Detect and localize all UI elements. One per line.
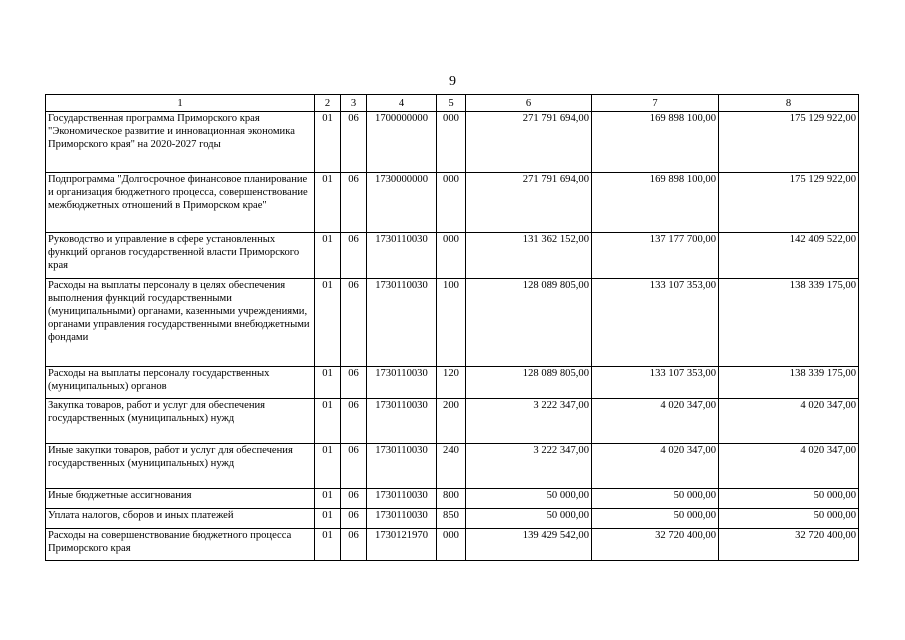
row-expense-type: 000	[437, 173, 466, 233]
table-row	[46, 173, 859, 233]
header-col-5: 5	[437, 95, 466, 112]
row-expense-type: 000	[437, 112, 466, 173]
table-row	[46, 529, 859, 561]
row-name: Расходы на выплаты персоналу государственных (муниципальных) органов	[46, 367, 315, 399]
row-subsection: 06	[341, 367, 367, 399]
row-expense-type: 000	[437, 233, 466, 279]
row-amount-col7: 133 107 353,00	[592, 279, 719, 367]
row-name: Подпрограмма "Долгосрочное финансовое планирование и организация бюджетного процесса, совершенствование межбюджетных отношений в Приморском крае"	[46, 173, 315, 233]
row-subsection: 06	[341, 509, 367, 529]
row-name: Расходы на совершенствование бюджетного процесса Приморского края	[46, 529, 315, 561]
header-row	[46, 95, 859, 112]
row-amount-col6: 131 362 152,00	[466, 233, 592, 279]
row-amount-col6: 271 791 694,00	[466, 112, 592, 173]
row-name: Руководство и управление в сфере установленных функций органов государственной власти Приморского края	[46, 233, 315, 279]
table-row	[46, 233, 859, 279]
row-amount-col7: 50 000,00	[592, 489, 719, 509]
row-target-article: 1730110030	[367, 444, 437, 489]
row-section: 01	[315, 444, 341, 489]
table-row	[46, 489, 859, 509]
row-name: Расходы на выплаты персоналу в целях обеспечения выполнения функций государственными (муниципальными) органами, казенными учреждениями, органами управления государственными внебюджетными фондами	[46, 279, 315, 367]
row-section: 01	[315, 173, 341, 233]
row-target-article: 1730110030	[367, 233, 437, 279]
row-amount-col6: 271 791 694,00	[466, 173, 592, 233]
row-amount-col6: 3 222 347,00	[466, 399, 592, 444]
header-col-3: 3	[341, 95, 367, 112]
row-amount-col7: 50 000,00	[592, 509, 719, 529]
table-row	[46, 444, 859, 489]
row-amount-col7: 4 020 347,00	[592, 399, 719, 444]
row-expense-type: 850	[437, 509, 466, 529]
row-name: Иные бюджетные ассигнования	[46, 489, 315, 509]
row-subsection: 06	[341, 112, 367, 173]
header-col-2: 2	[315, 95, 341, 112]
row-target-article: 1730000000	[367, 173, 437, 233]
header-col-1: 1	[46, 95, 315, 112]
row-target-article: 1730110030	[367, 279, 437, 367]
row-subsection: 06	[341, 173, 367, 233]
header-col-4: 4	[367, 95, 437, 112]
row-amount-col7: 137 177 700,00	[592, 233, 719, 279]
budget-table	[45, 94, 859, 561]
row-section: 01	[315, 529, 341, 561]
header-col-8: 8	[719, 95, 859, 112]
row-target-article: 1730110030	[367, 399, 437, 444]
row-section: 01	[315, 233, 341, 279]
row-amount-col7: 32 720 400,00	[592, 529, 719, 561]
table-row	[46, 367, 859, 399]
row-target-article: 1730110030	[367, 367, 437, 399]
row-amount-col6: 3 222 347,00	[466, 444, 592, 489]
table-row	[46, 279, 859, 367]
row-subsection: 06	[341, 279, 367, 367]
row-section: 01	[315, 112, 341, 173]
row-subsection: 06	[341, 489, 367, 509]
row-section: 01	[315, 399, 341, 444]
row-name: Иные закупки товаров, работ и услуг для обеспечения государственных (муниципальных) нужд	[46, 444, 315, 489]
row-amount-col6: 139 429 542,00	[466, 529, 592, 561]
row-amount-col8: 32 720 400,00	[719, 529, 859, 561]
row-target-article: 1730121970	[367, 529, 437, 561]
header-col-6: 6	[466, 95, 592, 112]
row-amount-col8: 175 129 922,00	[719, 112, 859, 173]
row-target-article: 1730110030	[367, 509, 437, 529]
table-row	[46, 509, 859, 529]
row-name: Уплата налогов, сборов и иных платежей	[46, 509, 315, 529]
row-amount-col8: 50 000,00	[719, 509, 859, 529]
row-amount-col6: 128 089 805,00	[466, 279, 592, 367]
row-subsection: 06	[341, 399, 367, 444]
row-expense-type: 120	[437, 367, 466, 399]
row-amount-col6: 50 000,00	[466, 509, 592, 529]
row-subsection: 06	[341, 529, 367, 561]
row-expense-type: 800	[437, 489, 466, 509]
row-section: 01	[315, 367, 341, 399]
row-amount-col8: 138 339 175,00	[719, 367, 859, 399]
row-expense-type: 240	[437, 444, 466, 489]
row-subsection: 06	[341, 233, 367, 279]
row-name: Государственная программа Приморского края "Экономическое развитие и инновационная экономика Приморского края" на 2020-2027 годы	[46, 112, 315, 173]
row-section: 01	[315, 509, 341, 529]
row-name: Закупка товаров, работ и услуг для обеспечения государственных (муниципальных) нужд	[46, 399, 315, 444]
row-amount-col7: 4 020 347,00	[592, 444, 719, 489]
row-amount-col8: 4 020 347,00	[719, 399, 859, 444]
table-row	[46, 399, 859, 444]
row-target-article: 1730110030	[367, 489, 437, 509]
row-amount-col7: 133 107 353,00	[592, 367, 719, 399]
table-row	[46, 112, 859, 173]
row-amount-col8: 50 000,00	[719, 489, 859, 509]
row-amount-col8: 4 020 347,00	[719, 444, 859, 489]
page-number: 9	[449, 74, 456, 89]
row-expense-type: 200	[437, 399, 466, 444]
row-amount-col6: 128 089 805,00	[466, 367, 592, 399]
row-expense-type: 100	[437, 279, 466, 367]
row-amount-col8: 138 339 175,00	[719, 279, 859, 367]
row-section: 01	[315, 279, 341, 367]
row-amount-col6: 50 000,00	[466, 489, 592, 509]
header-col-7: 7	[592, 95, 719, 112]
row-subsection: 06	[341, 444, 367, 489]
row-target-article: 1700000000	[367, 112, 437, 173]
row-amount-col8: 142 409 522,00	[719, 233, 859, 279]
row-amount-col8: 175 129 922,00	[719, 173, 859, 233]
row-expense-type: 000	[437, 529, 466, 561]
row-section: 01	[315, 489, 341, 509]
row-amount-col7: 169 898 100,00	[592, 112, 719, 173]
row-amount-col7: 169 898 100,00	[592, 173, 719, 233]
